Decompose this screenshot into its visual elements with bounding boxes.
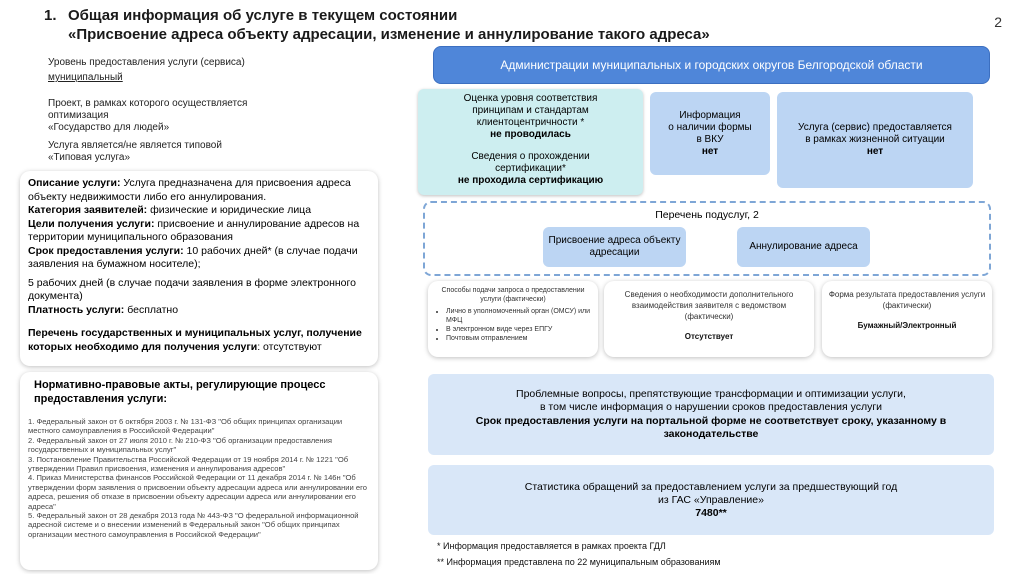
typical-service: Услуга является/не является типовой «Типовая услуга»: [48, 140, 222, 163]
legal-act-item: 4. Приказ Министерства финансов Российской Федерации от 11 декабря 2014 г. № 146н "Об утверждении форм заявления о присвоении объекту адресации адреса или аннулировании его адреса, решения об отказе в присвоении объекту адресации адреса или аннулировании его адреса": [28, 473, 367, 511]
service-description-card: Описание услуги: Услуга предназначена для присвоения адреса объекту недвижимости либо его аннулирования. Категория заявителей: физические и юридические лица Цели получения услуги: присвоение и аннулирование адресов на территории муниципального образования Срок предоставления услуги: 10 рабочих дней* (в случае подачи заявления на бумажном носителе); 5 рабочих дней (в случае подачи заявления в форме электронного документа) Платность услуги: бесплатно Перечень государственных и муниципальных услуг, получение которых необходимо для получения услуги: отсутствуют: [20, 171, 378, 366]
vku-form-info: Информация о наличии формы в ВКУ нет: [650, 92, 770, 175]
problems-panel: Проблемные вопросы, препятствующие трансформации и оптимизации услуги, в том числе информация о нарушении сроков предоставления услуги Срок предоставления услуги на портальной форме не соответствует сроку, указанному в законодательстве: [428, 374, 994, 455]
legal-act-item: 5. Федеральный закон от 28 декабря 2013 года № 443-ФЗ "О федеральной информационной адресной системе и о внесении изменений в Федеральный закон "Об общих принципах организации местного самоуправления в Российской Федерации": [28, 511, 359, 539]
subservices-heading: Перечень подуслуг, 2: [655, 209, 759, 221]
submission-method-item: • Почтовым отправлением: [446, 334, 592, 343]
legal-acts-heading: Нормативно-правовые акты, регулирующие процесс предоставления услуги:: [34, 379, 326, 405]
page-title: 1. Общая информация об услуге в текущем состоянии «Присвоение адреса объекту адресации, изменение и аннулирование такого адреса»: [44, 7, 710, 43]
statistics-panel: Статистика обращений за предоставлением услуги за предшествующий год из ГАС «Управление» 7480**: [428, 465, 994, 535]
subservice-cancel-address: Аннулирование адреса: [737, 227, 870, 267]
submission-method-item: • Лично в уполномоченный орган (ОМСУ) или МФЦ: [446, 307, 592, 325]
subservice-assign-address: Присвоение адреса объекту адресации: [543, 227, 686, 267]
life-situation-info: Услуга (сервис) предоставляется в рамках жизненной ситуации нет: [777, 92, 973, 188]
service-level: Уровень предоставления услуги (сервиса) муниципальный: [48, 57, 245, 83]
legal-act-item: 2. Федеральный закон от 27 июля 2010 г. № 210-ФЗ "Об организации предоставления государственных и муниципальных услуг": [28, 435, 332, 455]
page-number: 2: [994, 14, 1002, 30]
footnote-municipalities: ** Информация представлена по 22 муниципальным образованиям: [437, 557, 721, 567]
submission-method-item: • В электронном виде через ЕПГУ: [446, 325, 592, 334]
submission-methods-card: Способы подачи запроса о предоставлении услуги (фактически) • Лично в уполномоченный орган (ОМСУ) или МФЦ • В электронном виде через ЕПГУ • Почтовым отправлением: [428, 281, 598, 357]
legal-act-item: 1. Федеральный закон от 6 октября 2003 г. № 131-ФЗ "Об общих принципах организации местного самоуправления в Российской Федерации": [28, 417, 343, 436]
administration-header: Администрации муниципальных и городских округов Белгородской области: [433, 46, 990, 84]
client-centricity-assessment: Оценка уровня соответствия принципам и стандартам клиентоцентричности * не проводилась Сведения о прохождении сертификации* не проходила сертификацию: [418, 89, 643, 195]
legal-act-item: 3. Постановление Правительства Российской Федерации от 19 ноября 2014 г. № 1221 "Об утверждении Правил присвоения, изменения и аннулирования адресов": [28, 454, 349, 474]
optimization-project: Проект, в рамках которого осуществляется оптимизация «Государство для людей»: [48, 98, 248, 133]
result-form-card: Форма результата предоставления услуги (фактически) Бумажный/Электронный: [822, 281, 992, 357]
interagency-interaction-card: Сведения о необходимости дополнительного взаимодействия заявителя с ведомством (фактически) Отсутствует: [604, 281, 814, 357]
footnote-gdl: * Информация предоставляется в рамках проекта ГДЛ: [437, 541, 666, 551]
legal-acts-card: [20, 372, 378, 570]
